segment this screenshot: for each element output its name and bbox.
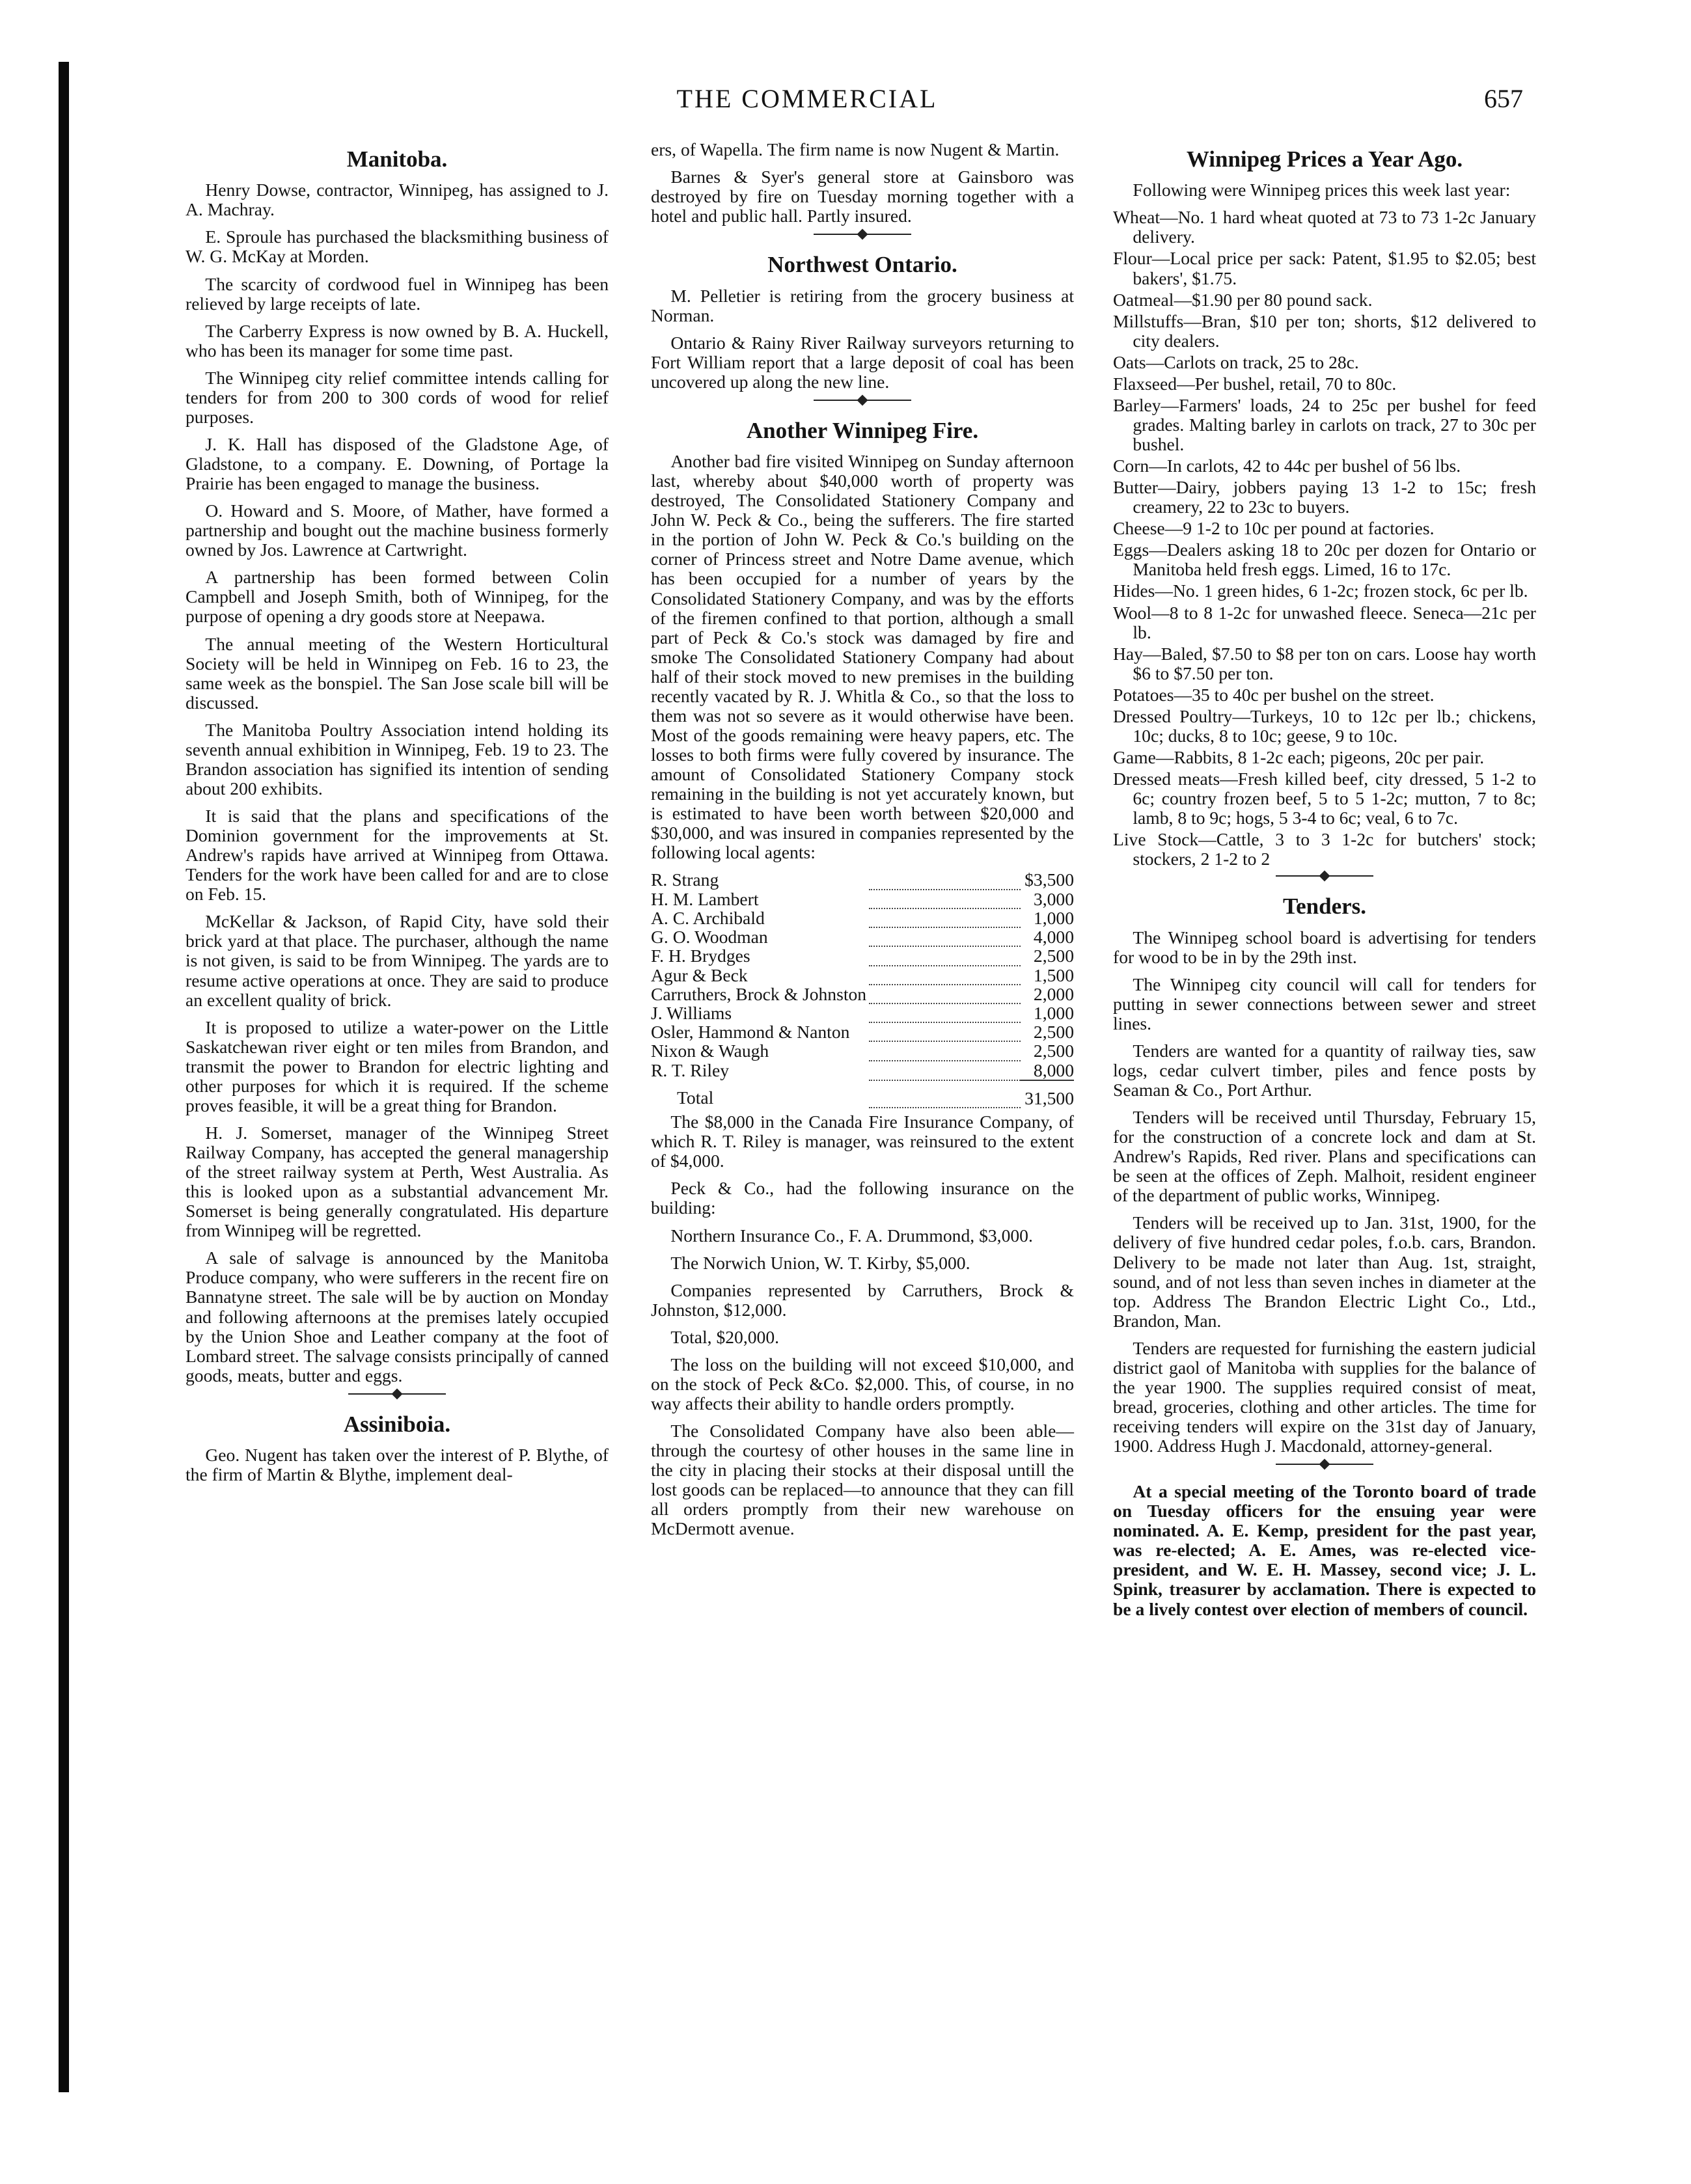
total-label: Total [677,1087,714,1108]
agent-row [651,1061,1074,1080]
news-item: Barnes & Syer's general store at Gainsboro was destroyed by fire on Tuesday morning together with a hotel and public hall. Partly insured. [651,167,1074,226]
leader-dots [869,927,1021,946]
agent-amount: 3,000 [1033,888,1074,909]
news-item: E. Sproule has purchased the blacksmithing business of W. G. McKay at Morden. [186,226,609,267]
section-heading-manitoba: Manitoba. [346,146,448,172]
section-heading-winnipeg-prices: Winnipeg Prices a Year Ago. [1186,146,1463,172]
tender-item: Tenders are wanted for a quantity of railway ties, saw logs, cedar culvert timber, piles and fence posts by Seaman & Co., Port Arthur. [1113,1040,1536,1100]
fire-article: Another bad fire visited Winnipeg on Sunday afternoon last, whereby about $40,000 worth of property was destroyed, The Consolidated Stationery Company and John W. Peck & Co., being the sufferers. The fire started in the portion of John W. Peck & Co.'s building on the corner of Princess street and Notre Dame avenue, which has been occupied for a number of years by the Consolidated Stationery Company, and was by the efforts of the firemen confined to that portion, although a small part of Peck & Co.'s stock was damaged by fire and smoke The Consolidated Stationery Company had about half of their stock moved to new premises in the building recently vacated by R. J. Whitla & Co., so that the loss to them was not so severe as it would otherwise have been. Most of the goods remaining were heavy papers, etc. The losses to both firms were fully covered by insurance. The amount of Consolidated Stationery Company stock remaining in the building is not yet accurately known, but is estimated to have been worth between $20,000 and $30,000, and was insured in companies represented by the following local agents: [651,451,1074,863]
tender-item: Tenders will be received up to Jan. 31st, 1900, for the delivery of five hundred cedar poles, f.o.b. cars, Brandon. Delivery to be made not later than Aug. 1st, straight, sound, and of not less than seven inches in diameter at the top. Address The Brandon Electric Light Co., Ltd., Brandon, Man. [1113,1212,1536,1331]
price-item: Dressed meats—Fresh killed beef, city dressed, 5 1-2 to 6c; country frozen beef, 5 to 5 1-2c; mutton, 7 to 8c; lamb, 8 to 9c; hogs, 5 3-4 to 6c; veal, 6 to 7c. [1113,769,1536,828]
news-item: The Carberry Express is now owned by B. A. Huckell, who has been its manager for some time past. [186,320,609,361]
price-item: Wheat—No. 1 hard wheat quoted at 73 to 73 1-2c January delivery. [1113,207,1536,247]
agent-row [651,927,1074,946]
news-item: Total, $20,000. [670,1326,780,1347]
agent-row [651,966,1074,985]
leader-dots [869,966,1021,985]
column-3 [1113,140,1536,1627]
section-divider [348,1393,446,1400]
prices-intro: Following were Winnipeg prices this week last year: [1133,180,1511,200]
news-item: Companies represented by Carruthers, Brock & Johnston, $12,000. [651,1279,1074,1320]
news-item: Peck & Co., had the following insurance on the building: [651,1178,1074,1218]
news-item: The $8,000 in the Canada Fire Insurance Company, of which R. T. Riley is manager, was reinsured to the extent of $4,000. [651,1112,1074,1171]
section-heading-assiniboia: Assiniboia. [343,1411,451,1437]
section-divider [814,234,911,240]
price-item: Potatoes—35 to 40c per bushel on the street. [1113,684,1435,705]
news-item: McKellar & Jackson, of Rapid City, have sold their brick yard at that place. The purchaser, although the name is not given, is said to be from Winnipeg. The yards are to resume active operations at once. They are said to produce an excellent quality of brick. [186,911,609,1010]
price-item: Dressed Poultry—Turkeys, 10 to 12c per lb.; chickens, 10c; ducks, 8 to 10c; geese, 9 to 10c. [1113,705,1536,746]
section-divider [814,400,911,406]
agent-amount: 2,000 [1033,983,1074,1004]
section-divider [1276,1464,1373,1470]
agent-amount: 8,000 [1033,1059,1074,1080]
agent-name: R. Strang [651,869,719,890]
news-item: M. Pelletier is retiring from the grocery business at Norman. [651,285,1074,325]
news-item: The Manitoba Poultry Association intend holding its seventh annual exhibition in Winnipeg, Feb. 19 to 23. The Brandon association has signified its intention of sending about 200 exhibits. [186,719,609,799]
column-1 [186,140,609,1492]
agent-row [651,985,1074,1003]
price-item: Barley—Farmers' loads, 24 to 25c per bushel for feed grades. Malting barley in carlots on track, 27 to 30c per bushel. [1113,394,1536,454]
price-item: Cheese—9 1-2 to 10c per pound at factories. [1113,518,1435,539]
agent-row [651,1022,1074,1041]
agent-name: A. C. Archibald [651,907,765,928]
price-item: Wool—8 to 8 1-2c for unwashed fleece. Seneca—21c per lb. [1113,602,1536,642]
insurance-agents-table [651,870,1074,1108]
news-item: The annual meeting of the Western Horticultural Society will be held in Winnipeg on Feb. 16 to 23, the same week as the bonspiel. The San Jose scale bill will be discussed. [186,633,609,713]
agent-row [651,1003,1074,1022]
leader-dots [869,985,1021,1003]
price-list [1113,208,1536,869]
news-item: The Winnipeg city relief committee intends calling for tenders for from 200 to 300 cords of wood for relief purposes. [186,367,609,427]
agent-amount: 2,500 [1033,1022,1074,1043]
leader-dots [869,1022,1021,1041]
news-item: J. K. Hall has disposed of the Gladstone Age, of Gladstone, to a company. E. Downing, of Portage la Prairie has been engaged to manage the business. [186,433,609,494]
agent-amount: 1,000 [1033,1003,1074,1024]
leader-dots [869,1061,1021,1080]
leader-dots [869,908,1021,927]
agents-total-row [651,1080,1074,1108]
news-item-continued: ers, of Wapella. The firm name is now Nugent & Martin. [651,139,1060,159]
agent-name: J. Williams [651,1003,732,1024]
news-item: Northern Insurance Co., F. A. Drummond, $3,000. [670,1225,1033,1246]
agent-name: F. H. Brydges [651,946,750,966]
publication-title: THE COMMERCIAL [676,84,938,113]
price-item: Corn—In carlots, 42 to 44c per bushel of 56 lbs. [1113,456,1461,476]
price-item: Oatmeal—$1.90 per 80 pound sack. [1113,289,1373,310]
news-item: It is proposed to utilize a water-power on the Little Saskatchewan river eight or ten miles from Brandon, and transmit the power to Brandon for electric lighting and other purposes for which it is required. If the scheme proves feasible, it will be a great thing for Brandon. [186,1017,609,1115]
agent-name: Nixon & Waugh [651,1041,769,1061]
news-item: The Consolidated Company have also been able—through the courtesy of other houses in the same line in the city in placing their stocks at their disposal untill the lost goods can be replaced—to announce that they can fill all orders promptly from their new warehouse on McDermott avenue. [651,1421,1074,1539]
total-amount: 31,500 [1021,1080,1074,1108]
leader-dots [869,870,1021,889]
tender-item: Tenders are requested for furnishing the eastern judicial district gaol of Manitoba with supplies for the balance of the year 1900. The supplies required consist of meat, bread, groceries, clothing and other articles. The time for receiving tenders will expire on the 31st day of January, 1900. Address Hugh J. Macdonald, attorney-general. [1113,1337,1536,1456]
news-item: The loss on the building will not exceed $10,000, and on the stock of Peck &Co. $2,000. This, of course, in no way affects their ability to handle orders promptly. [651,1354,1074,1413]
price-item: Hides—No. 1 green hides, 6 1-2c; frozen stock, 6c per lb. [1113,580,1528,601]
toronto-board-item: At a special meeting of the Toronto board of trade on Tuesday officers for the ensuing year were nominated. A. E. Kemp, president for the past year, was re-elected; A. E. Ames, was re-elected vice-president, and W. E. H. Massey, second vice; J. L. Spink, treasurer by acclamation. There is expected to be a lively contest over election of members of council. [1113,1481,1536,1619]
leader-dots [869,1080,1021,1108]
agent-name: G. O. Woodman [651,927,768,948]
news-item: Ontario & Rainy River Railway surveyors returning to Fort William report that a large deposit of coal has been uncovered up along the new line. [651,332,1074,392]
tender-item: The Winnipeg school board is advertising for tenders for wood to be in by the 29th inst. [1113,927,1536,967]
page-number: 657 [1484,84,1523,113]
agent-name: R. T. Riley [651,1060,730,1081]
price-item: Oats—Carlots on track, 25 to 28c. [1113,351,1359,372]
agent-row [651,1041,1074,1060]
agent-row [651,908,1074,927]
tender-item: The Winnipeg city council will call for tenders for putting in sewer connections between sewer and street lines. [1113,974,1536,1033]
news-item: O. Howard and S. Moore, of Mather, have formed a partnership and bought out the machine business formerly owned by Jos. Lawrence at Cartwright. [186,500,609,560]
news-item: The scarcity of cordwood fuel in Winnipeg has been relieved by large receipts of late. [186,273,609,314]
agent-amount: 2,500 [1033,946,1074,966]
section-heading-northwest-ontario: Northwest Ontario. [767,252,957,278]
agent-row [651,890,1074,908]
agent-row [651,946,1074,965]
tender-item: Tenders will be received until Thursday, February 15, for the construction of a concrete lock and dam at St. Andrew's Rapids, Red river. Plans and specifications can be seen at the offices of Zeph. Malhoit, resident engineer of the department of public works, Winnipeg. [1113,1107,1536,1206]
agent-name: Agur & Beck [651,964,748,985]
agent-amount: 1,500 [1033,964,1074,985]
agent-amount: 4,000 [1033,927,1074,948]
price-item: Flaxseed—Per bushel, retail, 70 to 80c. [1113,373,1397,394]
price-item: Hay—Baled, $7.50 to $8 per ton on cars. Loose hay worth $6 to $7.50 per ton. [1113,643,1536,683]
price-item: Eggs—Dealers asking 18 to 20c per dozen for Ontario or Manitoba held fresh eggs. Limed, 16 to 17c. [1113,539,1536,580]
section-divider [1276,875,1373,882]
leader-dots [869,1041,1021,1060]
page-header [91,83,1523,122]
news-item: H. J. Somerset, manager of the Winnipeg Street Railway Company, has accepted the general managership of the street railway system at Perth, West Australia. As this is looked upon as a substantial advancement Mr. Somerset is being generally congratulated. His departure from Winnipeg will be regretted. [186,1122,609,1241]
price-item: Live Stock—Cattle, 3 to 3 1-2c for butchers' stock; stockers, 2 1-2 to 2 [1113,829,1536,869]
agent-name: Carruthers, Brock & Johnston [651,983,867,1004]
agent-name: H. M. Lambert [651,888,759,909]
leader-dots [869,890,1021,908]
news-item: Henry Dowse, contractor, Winnipeg, has assigned to J. A. Machray. [186,180,609,220]
price-item: Butter—Dairy, jobbers paying 13 1-2 to 15c; fresh creamery, 22 to 23c to buyers. [1113,477,1536,517]
agent-amount: 2,500 [1033,1041,1074,1061]
section-heading-winnipeg-fire: Another Winnipeg Fire. [746,417,979,443]
price-item: Game—Rabbits, 8 1-2c each; pigeons, 20c per pair. [1113,746,1485,767]
agent-amount: $3,500 [1024,869,1074,890]
left-margin-rule [59,62,69,2092]
section-heading-tenders: Tenders. [1282,894,1367,920]
agent-name: Osler, Hammond & Nanton [651,1022,850,1043]
news-item: A sale of salvage is announced by the Manitoba Produce company, who were sufferers in the recent fire on Bannatyne street. The sale will be by auction on Monday and following afternoons at the premises lately occupied by the Union Shoe and Leather company at the foot of Lombard street. The salvage consists principally of canned goods, meats, butter and eggs. [186,1248,609,1385]
agent-amount: 1,000 [1033,907,1074,928]
agent-row [651,870,1074,889]
leader-dots [869,946,1021,965]
leader-dots [869,1003,1021,1022]
news-item: It is said that the plans and specifications of the Dominion government for the improvements at St. Andrew's rapids have arrived at Winnipeg from Ottawa. Tenders for the work have been called for and are to close on Feb. 15. [186,806,609,905]
price-item: Flour—Local price per sack: Patent, $1.95 to $2.05; best bakers', $1.75. [1113,248,1536,288]
column-2 [651,140,1074,1546]
news-item: The Norwich Union, W. T. Kirby, $5,000. [670,1252,970,1273]
price-item: Millstuffs—Bran, $10 per ton; shorts, $12 delivered to city dealers. [1113,310,1536,351]
news-item: Geo. Nugent has taken over the interest of P. Blythe, of the firm of Martin & Blythe, implement deal- [186,1445,609,1485]
news-item: A partnership has been formed between Colin Campbell and Joseph Smith, both of Winnipeg, for the purpose of opening a dry goods store at Neepawa. [186,567,609,627]
